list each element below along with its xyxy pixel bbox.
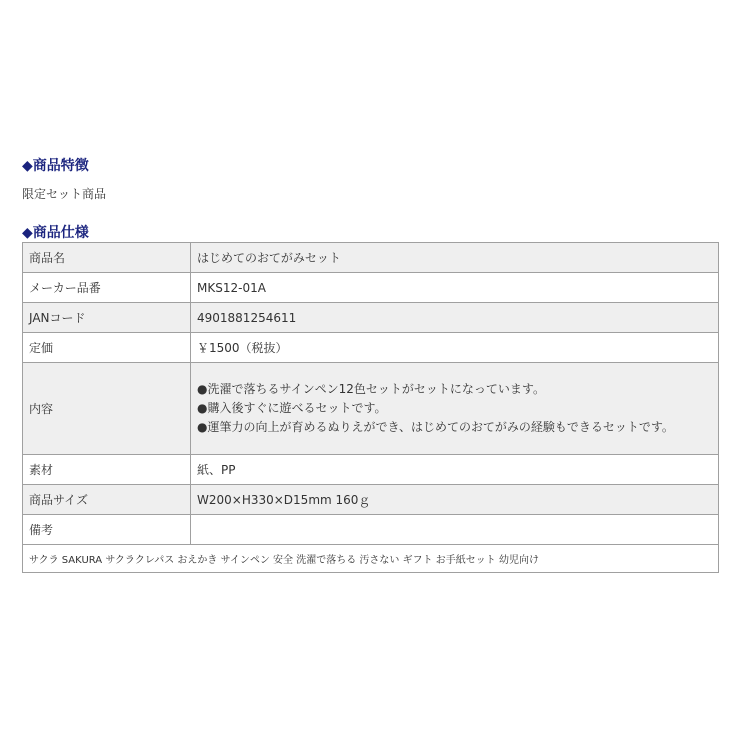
spec-row-size: [23, 485, 719, 515]
spec-value: ￥1500（税抜）: [191, 333, 719, 363]
spec-value: MKS12-01A: [191, 273, 719, 303]
spec-row-contents: [23, 363, 719, 455]
spec-value: W200×H330×D15mm 160ｇ: [191, 485, 719, 515]
spec-label: 備考: [23, 515, 191, 545]
features-text: 限定セット商品: [22, 187, 107, 201]
spec-label: 商品サイズ: [23, 485, 191, 515]
spec-row-remarks: [23, 515, 719, 545]
spec-row-jan-code: [23, 303, 719, 333]
features-heading: ◆商品特徴: [22, 158, 89, 174]
spec-label: 内容: [23, 363, 191, 455]
spec-label: 素材: [23, 455, 191, 485]
spec-label: 定価: [23, 333, 191, 363]
keywords-text: サクラ SAKURA サクラクレパス おえかき サインペン 安全 洗濯で落ちる 汚さない ギフト お手紙セット 幼児向け: [23, 545, 719, 573]
spec-row-keywords: [23, 545, 719, 573]
spec-table: [22, 242, 719, 573]
spec-row-product-name: [23, 243, 719, 273]
spec-label: メーカー品番: [23, 273, 191, 303]
spec-label: JANコード: [23, 303, 191, 333]
spec-row-material: [23, 455, 719, 485]
spec-label: 商品名: [23, 243, 191, 273]
spec-value: 4901881254611: [191, 303, 719, 333]
specs-heading: ◆商品仕様: [22, 225, 89, 241]
spec-row-maker-number: [23, 273, 719, 303]
spec-row-price: [23, 333, 719, 363]
spec-value: はじめてのおてがみセット: [191, 243, 719, 273]
spec-value: [191, 515, 719, 545]
spec-value: ●洗濯で落ちるサインペン12色セットがセットになっています。 ●購入後すぐに遊べるセットです。 ●運筆力の向上が育めるぬりえができ、はじめてのおてがみの経験もできるセットです。: [191, 363, 719, 455]
spec-value: 紙、PP: [191, 455, 719, 485]
